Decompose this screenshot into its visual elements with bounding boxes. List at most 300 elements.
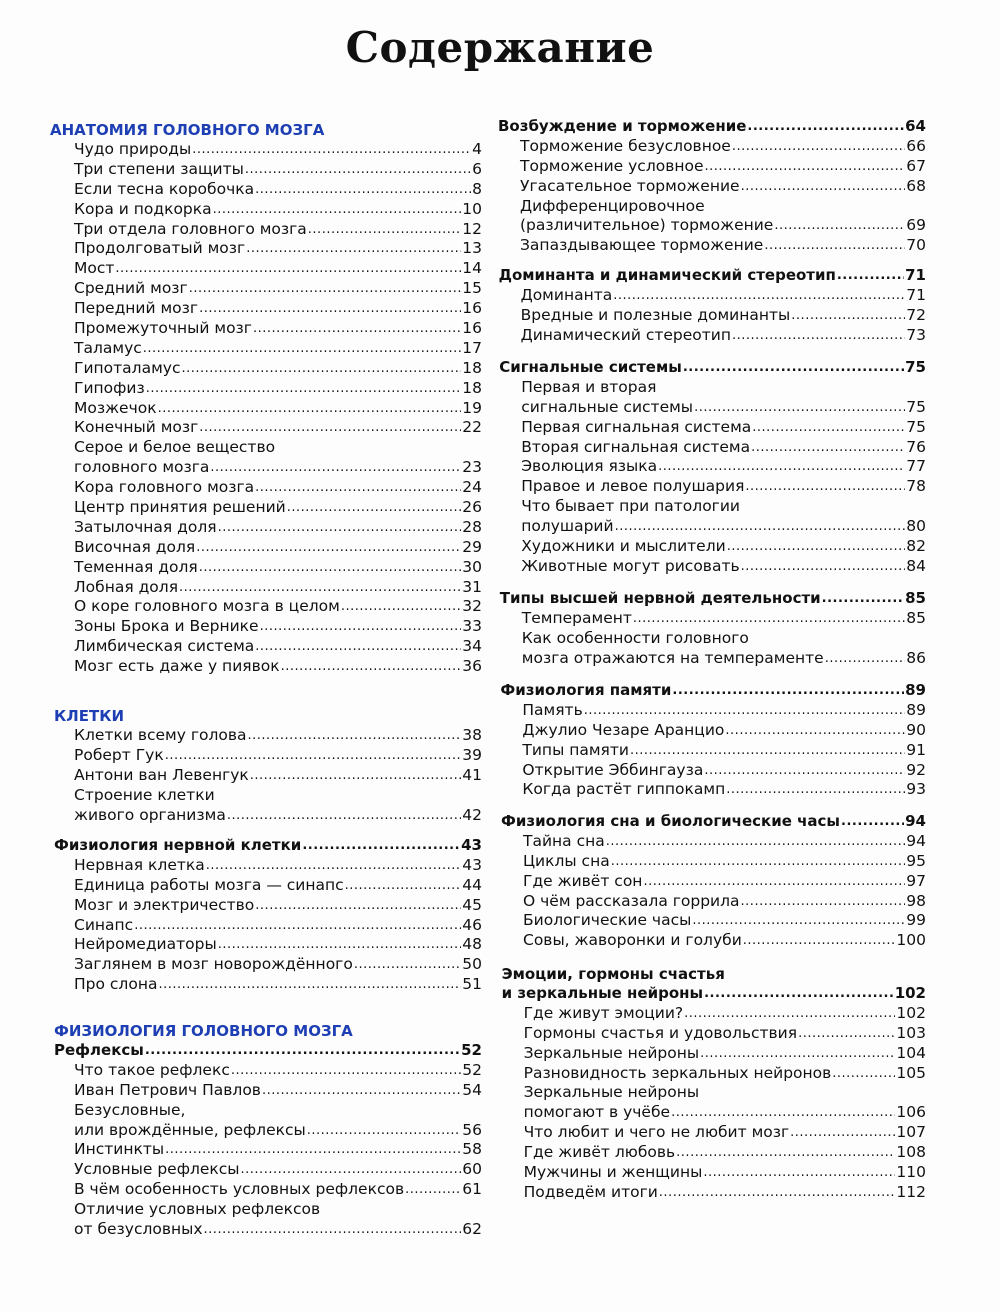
- toc-entry: [46, 806, 482, 826]
- page-number: 89: [905, 680, 926, 699]
- entry-title: Синапс: [74, 915, 134, 934]
- page-number: 22: [462, 418, 482, 437]
- page-number: 8: [472, 179, 482, 198]
- dot-leader: [672, 681, 904, 701]
- entry-title: В чём особенность условных рефлексов: [74, 1180, 405, 1199]
- entry-title: Типы памяти: [522, 740, 629, 759]
- page-number: 105: [896, 1063, 926, 1082]
- toc-entry: [46, 876, 482, 896]
- dot-leader: [837, 266, 904, 286]
- entry-title: О чём рассказала горрила: [523, 891, 740, 910]
- page-number: 41: [462, 765, 482, 784]
- toc-entry: [496, 286, 926, 306]
- dot-leader: [613, 286, 905, 306]
- page-number: 70: [906, 236, 926, 255]
- dot-leader: [260, 617, 462, 637]
- entry-title: Промежуточный мозг: [74, 319, 252, 337]
- page-number: 48: [462, 935, 482, 954]
- dot-leader: [345, 876, 462, 896]
- page-number: 43: [461, 835, 482, 854]
- toc-entry: [496, 216, 926, 236]
- dot-leader: [704, 984, 894, 1004]
- dot-leader: [743, 931, 896, 951]
- page-number: 68: [906, 176, 926, 195]
- toc-entry: [46, 657, 482, 677]
- entry-title: Кора головного мозга: [74, 478, 255, 497]
- dot-leader: [732, 137, 905, 157]
- entry-title: Подведём итоги: [523, 1182, 658, 1201]
- page-number: 106: [896, 1103, 926, 1122]
- toc-entry: [496, 557, 926, 577]
- dot-leader: [659, 1183, 896, 1203]
- dot-leader: [832, 1064, 895, 1084]
- dot-leader: [199, 418, 461, 438]
- entry-title: Вредные и полезные доминанты: [520, 305, 791, 324]
- dot-leader: [250, 766, 462, 786]
- entry-title: Таламус: [74, 338, 142, 357]
- entry-title: Безусловные,: [74, 1100, 186, 1119]
- entry-title: Первая и вторая: [521, 377, 657, 396]
- page-number: 38: [462, 725, 482, 744]
- entry-title: Заглянем в мозг новорождённого: [74, 955, 353, 974]
- entry-title: мозга отражаются на темпераменте: [521, 648, 824, 667]
- page-number: 66: [906, 136, 926, 155]
- entry-title: Антони ван Левенгук: [74, 765, 249, 784]
- page-number: 17: [462, 338, 482, 357]
- entry-title: Три отдела головного мозга: [74, 219, 307, 238]
- page-title: Содержание: [345, 23, 655, 72]
- toc-entry: [496, 1004, 926, 1024]
- dot-leader: [206, 856, 462, 876]
- dot-leader: [676, 1143, 895, 1163]
- page-number: 54: [462, 1080, 482, 1099]
- page-number: 75: [906, 417, 926, 436]
- dot-leader: [741, 892, 906, 912]
- toc-entry: [496, 306, 926, 326]
- entry-title: Инстинкты: [74, 1140, 165, 1159]
- entry-title: Кора и подкорка: [74, 199, 212, 218]
- entry-title: от безусловных: [74, 1220, 203, 1238]
- page-number: 93: [906, 780, 926, 799]
- entry-title: (различительное) торможение: [520, 216, 774, 235]
- toc-entry: [496, 497, 926, 517]
- dot-leader: [253, 319, 461, 339]
- page-number: 23: [462, 458, 482, 477]
- toc-entry: [496, 326, 926, 346]
- entry-title: Дифференцировочное: [520, 196, 705, 215]
- entry-title: О коре головного мозга в целом: [74, 597, 340, 616]
- dot-leader: [218, 518, 462, 538]
- dot-leader: [246, 239, 461, 259]
- entry-title: Где живёт любовь: [523, 1143, 676, 1162]
- dot-leader: [725, 721, 905, 741]
- page-number: 85: [906, 608, 926, 627]
- section-heading: [496, 984, 926, 1004]
- page-number: 110: [896, 1163, 926, 1181]
- page-number: 92: [906, 760, 926, 779]
- toc-entry: [496, 477, 926, 497]
- dot-leader: [774, 216, 905, 236]
- page-number: 71: [905, 265, 926, 284]
- dot-leader: [341, 597, 461, 617]
- dot-leader: [165, 746, 462, 766]
- page-number: 43: [462, 855, 482, 874]
- toc-entry: [46, 1160, 482, 1180]
- toc-entry: [496, 537, 926, 557]
- entry-title: Затылочная доля: [74, 517, 217, 536]
- page-number: 44: [462, 875, 482, 894]
- entry-title: живого организма: [74, 805, 226, 824]
- dot-leader: [633, 609, 905, 629]
- page-number: 82: [906, 537, 926, 555]
- toc-entry: [46, 935, 482, 955]
- dot-leader: [143, 339, 462, 359]
- dot-leader: [751, 438, 905, 458]
- page-number: 32: [462, 597, 482, 616]
- page-number: 89: [906, 700, 926, 719]
- toc-entry: [496, 517, 926, 537]
- page-number: 56: [462, 1120, 482, 1139]
- dot-leader: [630, 741, 905, 761]
- entry-title: помогают в учёбе: [523, 1103, 671, 1122]
- toc-entry: [496, 649, 926, 669]
- entry-title: Мозжечок: [74, 398, 157, 417]
- dot-leader: [764, 236, 905, 256]
- page-number: 64: [905, 116, 926, 135]
- toc-entry: [46, 1101, 482, 1121]
- toc-entry: [46, 220, 482, 240]
- entry-title: Разновидность зеркальных нейронов: [523, 1063, 832, 1082]
- page-number: 94: [905, 811, 926, 830]
- dot-leader: [134, 916, 461, 936]
- dot-leader: [204, 1220, 462, 1240]
- page-number: 42: [462, 805, 482, 824]
- section-heading: [496, 589, 926, 609]
- dot-leader: [308, 220, 461, 240]
- page-number: 69: [906, 216, 926, 235]
- dot-leader: [658, 457, 905, 477]
- page-number: 52: [462, 1060, 482, 1079]
- entry-title: Тайна сна: [523, 831, 605, 850]
- page-number: 80: [906, 517, 926, 536]
- toc-entry: [496, 378, 926, 398]
- toc-block: [496, 812, 926, 951]
- dot-leader: [798, 1024, 895, 1044]
- toc-entry: [46, 726, 482, 746]
- toc-entry: [46, 359, 482, 379]
- entry-title: Роберт Гук: [74, 745, 164, 764]
- dot-leader: [199, 299, 461, 319]
- entry-title: полушарий: [521, 517, 614, 536]
- dot-leader: [692, 911, 905, 931]
- toc-entry: [496, 780, 926, 800]
- page-number: 58: [462, 1140, 482, 1159]
- toc-entry: [46, 379, 482, 399]
- toc-entry: [496, 1103, 926, 1123]
- toc-entry: [46, 399, 482, 419]
- toc-entry: [496, 1064, 926, 1084]
- entry-title: Височная доля: [74, 537, 196, 556]
- page-number: 95: [906, 851, 926, 870]
- dot-leader: [210, 458, 461, 478]
- toc-entry: [46, 766, 482, 786]
- toc-entry: [496, 761, 926, 781]
- entry-title: Доминанта: [520, 285, 613, 304]
- page-number: 99: [906, 911, 926, 930]
- dot-leader: [790, 1123, 895, 1143]
- dot-leader: [745, 477, 905, 497]
- toc-entry: [46, 259, 482, 279]
- toc-entry: [46, 518, 482, 538]
- dot-leader: [255, 637, 461, 657]
- toc-entry: [496, 1143, 926, 1163]
- toc-entry: [46, 1061, 482, 1081]
- toc-entry: [46, 916, 482, 936]
- page-number: 75: [905, 357, 926, 376]
- toc-block: [496, 964, 926, 1203]
- entry-title: и зеркальные нейроны: [501, 983, 704, 1002]
- dot-leader: [671, 1103, 895, 1123]
- toc-entry: [496, 438, 926, 458]
- entry-title: Запаздывающее торможение: [520, 236, 764, 255]
- page-number: 75: [906, 397, 926, 416]
- page-number: 91: [906, 740, 926, 759]
- entry-title: Лобная доля: [74, 577, 179, 596]
- page-number: 94: [906, 831, 926, 850]
- dot-leader: [727, 537, 906, 557]
- dot-leader: [405, 1180, 461, 1200]
- dot-leader: [262, 1081, 461, 1101]
- entry-title: Если тесна коробочка: [74, 179, 255, 198]
- dot-leader: [741, 557, 906, 577]
- entry-title: Нейромедиаторы: [74, 935, 217, 954]
- dot-leader: [694, 398, 905, 418]
- page-number: 45: [462, 895, 482, 914]
- entry-title: Физиология сна и биологические часы: [501, 811, 840, 830]
- entry-title: Мужчины и женщины: [523, 1163, 703, 1181]
- dot-leader: [287, 498, 462, 518]
- dot-leader: [825, 649, 906, 669]
- entry-title: Первая сигнальная система: [521, 417, 752, 436]
- page-number: 16: [462, 299, 482, 318]
- toc-entry: [496, 931, 926, 951]
- toc-entry: [46, 896, 482, 916]
- dot-leader: [145, 1041, 460, 1061]
- toc-entry: [496, 832, 926, 852]
- page-number: 77: [906, 457, 926, 476]
- toc-entry: [496, 157, 926, 177]
- dot-leader: [741, 177, 906, 197]
- entry-title: Правое и левое полушария: [521, 477, 745, 496]
- dot-leader: [747, 117, 904, 137]
- toc-entry: [496, 418, 926, 438]
- section-heading: [46, 1041, 482, 1061]
- toc-block: [496, 117, 926, 256]
- page-number: 28: [462, 517, 482, 536]
- toc-entry: [46, 786, 482, 806]
- entry-title: Мозг есть даже у пиявок: [74, 657, 280, 676]
- page-number: 108: [896, 1143, 926, 1162]
- page-number: 29: [462, 537, 482, 556]
- section-heading-line: Эмоции, гормоны счастья: [501, 965, 725, 983]
- page-number: 13: [462, 239, 482, 258]
- toc-entry: [496, 911, 926, 931]
- toc-entry: [496, 1123, 926, 1143]
- page-number: 90: [906, 720, 926, 739]
- entry-title: Центр принятия решений: [74, 498, 286, 517]
- entry-title: Торможение условное: [520, 156, 704, 175]
- page-number: 72: [906, 305, 926, 324]
- toc-entry: [46, 975, 482, 995]
- page-number: 18: [462, 378, 482, 397]
- toc-entry: [46, 597, 482, 617]
- dot-leader: [241, 1160, 462, 1180]
- entry-title: Вторая сигнальная система: [521, 437, 751, 456]
- toc-entry: [496, 609, 926, 629]
- entry-title: Нервная клетка: [74, 855, 205, 874]
- toc-entry: [46, 1180, 482, 1200]
- dot-leader: [158, 975, 461, 995]
- page-number: 97: [906, 871, 926, 890]
- toc-entry: [46, 438, 482, 458]
- entry-title: или врождённые, рефлексы: [74, 1120, 306, 1139]
- section-category: ФИЗИОЛОГИЯ ГОЛОВНОГО МОЗГА: [54, 1022, 353, 1040]
- dot-leader: [726, 780, 905, 800]
- entry-title: Когда растёт гиппокамп: [522, 780, 726, 799]
- entry-title: Мозг и электричество: [74, 895, 255, 914]
- entry-title: Про слона: [74, 975, 158, 994]
- toc-entry: [496, 892, 926, 912]
- page-number: 34: [462, 637, 482, 656]
- entry-title: Что бывает при патологии: [521, 497, 740, 516]
- toc-block: [46, 706, 482, 825]
- dot-leader: [255, 180, 471, 200]
- dot-leader: [115, 259, 461, 279]
- toc-block: [496, 266, 926, 346]
- entry-title: Эволюция языка: [521, 457, 658, 476]
- entry-title: Гормоны счастья и удовольствия: [523, 1023, 798, 1042]
- dot-leader: [615, 517, 906, 537]
- entry-title: Отличие условных рефлексов: [74, 1200, 321, 1219]
- page-number: 52: [461, 1040, 482, 1059]
- toc-entry: [46, 319, 482, 339]
- toc-entry: [46, 538, 482, 558]
- toc-entry: [496, 629, 926, 649]
- dot-leader: [213, 200, 462, 220]
- entry-title: Рефлексы: [54, 1040, 144, 1059]
- entry-title: Открытие Эббингауза: [522, 760, 704, 779]
- toc-entry: [46, 458, 482, 478]
- dot-leader: [307, 1121, 462, 1141]
- dot-leader: [281, 657, 462, 677]
- page-number: 4: [472, 139, 482, 158]
- toc-entry: [496, 236, 926, 256]
- toc-entry: [46, 180, 482, 200]
- entry-title: Биологические часы: [523, 911, 692, 930]
- toc-entry: [46, 1200, 482, 1220]
- toc-entry: [46, 1220, 482, 1240]
- dot-leader: [196, 538, 461, 558]
- dot-leader: [227, 806, 461, 826]
- entry-title: Гипоталамус: [74, 358, 181, 377]
- dot-leader: [684, 1004, 895, 1024]
- dot-leader: [584, 701, 906, 721]
- page-number: 102: [896, 1003, 926, 1022]
- toc-entry: [46, 200, 482, 220]
- dot-leader: [700, 1044, 895, 1064]
- toc-entry: [46, 1121, 482, 1141]
- dot-leader: [189, 279, 462, 299]
- entry-title: Животные могут рисовать: [521, 556, 740, 575]
- toc-entry: [496, 137, 926, 157]
- entry-title: Условные рефлексы: [74, 1160, 240, 1179]
- toc-entry: [496, 701, 926, 721]
- toc-entry: [496, 852, 926, 872]
- toc-entry: [46, 478, 482, 498]
- toc-block: [46, 120, 482, 677]
- section-category: АНАТОМИЯ ГОЛОВНОГО МОЗГА: [50, 121, 325, 139]
- dot-leader: [255, 478, 461, 498]
- section-heading: [46, 836, 482, 856]
- dot-leader: [643, 872, 905, 892]
- page-number: 98: [906, 891, 926, 910]
- entry-title: Художники и мыслители: [521, 537, 726, 555]
- dot-leader: [752, 418, 905, 438]
- toc-entry: [496, 457, 926, 477]
- entry-title: Конечный мозг: [74, 418, 199, 437]
- toc-entry: [46, 617, 482, 637]
- toc-entry: [46, 578, 482, 598]
- page-number: 31: [462, 577, 482, 596]
- dot-leader: [704, 761, 905, 781]
- dot-leader: [231, 1061, 461, 1081]
- toc-block: [46, 836, 482, 995]
- toc-entry: [46, 418, 482, 438]
- page-number: 24: [462, 478, 482, 497]
- page-number: 102: [894, 983, 926, 1002]
- entry-title: Зеркальные нейроны: [523, 1083, 700, 1102]
- dot-leader: [703, 1163, 895, 1183]
- dot-leader: [841, 812, 904, 832]
- entry-title: Средний мозг: [74, 279, 188, 298]
- toc-entry: [46, 498, 482, 518]
- toc-entry: [46, 955, 482, 975]
- dot-leader: [199, 558, 462, 578]
- page-number: 18: [462, 358, 482, 377]
- dot-leader: [179, 578, 461, 598]
- toc-entry: [46, 637, 482, 657]
- section-heading: [496, 117, 926, 137]
- dot-leader: [606, 832, 906, 852]
- page-number: 50: [462, 955, 482, 974]
- toc-entry: [496, 1163, 926, 1183]
- entry-title: Зоны Брока и Вернике: [74, 617, 259, 636]
- dot-leader: [181, 359, 461, 379]
- toc-block: [496, 589, 926, 669]
- page-number: 62: [462, 1220, 482, 1238]
- toc-entry: [496, 398, 926, 418]
- dot-leader: [791, 306, 905, 326]
- page-number: 107: [896, 1123, 926, 1142]
- toc-entry: [496, 1044, 926, 1064]
- page-number: 19: [462, 398, 482, 417]
- section-heading: [496, 266, 926, 286]
- toc-entry: [46, 856, 482, 876]
- entry-title: Физиология нервной клетки: [54, 835, 302, 854]
- entry-title: Иван Петрович Павлов: [74, 1080, 261, 1099]
- page-number: 10: [462, 199, 482, 218]
- toc-entry: [46, 140, 482, 160]
